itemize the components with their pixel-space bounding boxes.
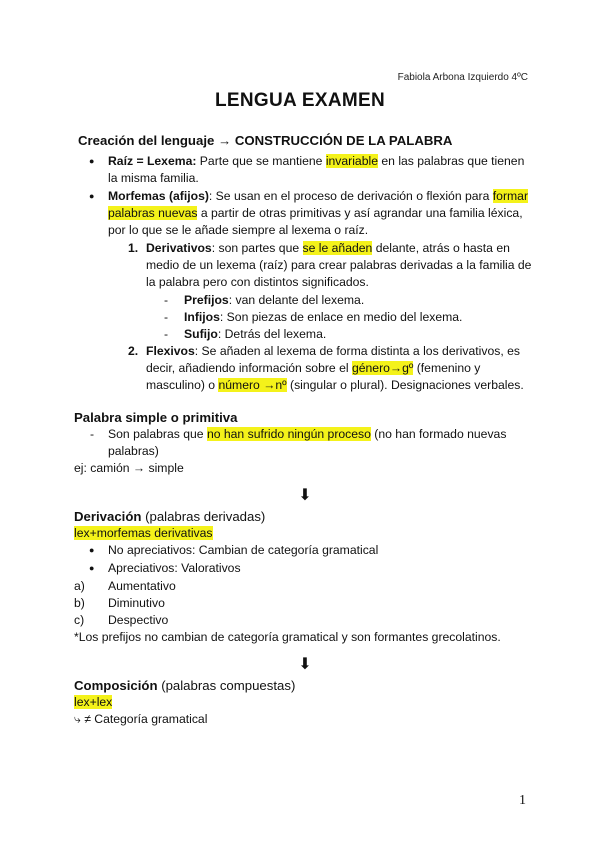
bullet-list-derivacion [74, 542, 536, 577]
highlight-invariable: invariable [325, 154, 378, 168]
formula-derivacion: lex+morfemas derivativas [74, 526, 213, 540]
sub-item-sufijo: - Sufijo: Detrás del lexema. [74, 326, 536, 343]
down-arrow-icon: ⬇ [298, 656, 312, 673]
sub-item-prefijos: - Prefijos: van delante del lexema. [74, 292, 536, 309]
list-item-palabra-simple: - Son palabras que no han sufrido ningún proceso (no han formado nuevas palabras) [74, 426, 536, 460]
highlight-no-han-sufrido: no han sufrido ningún proceso [206, 427, 371, 441]
page-title: LENGUA EXAMEN [215, 90, 385, 111]
list-item-raiz: ● Raíz = Lexema: Parte que se mantiene invariable en las palabras que tienen la misma familia. [74, 153, 536, 187]
sub-item-infijos: - Infijos: Son piezas de enlace en medio del lexema. [74, 309, 536, 326]
highlight-se-le-anaden: se le añaden [302, 241, 373, 255]
section-heading-palabra-simple: Palabra simple o primitiva [74, 410, 238, 425]
term-flexivos: Flexivos [146, 344, 195, 358]
list-item-diminutivo: b) Diminutivo [74, 596, 165, 610]
list-item-no-apreciativos: ● No apreciativos: Cambian de categoría gramatical [74, 542, 536, 559]
highlight-numero: número →nº [218, 378, 287, 392]
page-number: 1 [519, 793, 526, 808]
section-heading-derivacion: Derivación (palabras derivadas) [74, 509, 266, 524]
section-heading-composicion: Composición (palabras compuestas) [74, 678, 296, 693]
list-item-apreciativos: ● Apreciativos: Valorativos [74, 560, 536, 577]
section-heading-construccion: Creación del lenguaje → CONSTRUCCIÓN DE LA PALABRA [78, 133, 453, 148]
document-content [74, 132, 536, 728]
note-prefijos: *Los prefijos no cambian de categoría gramatical y son formantes grecolatinos. [74, 630, 501, 644]
list-item-aumentativo: a) Aumentativo [74, 579, 176, 593]
term-derivativos: Derivativos [146, 241, 212, 255]
term-raiz: Raíz = Lexema: [108, 154, 197, 168]
term-morfemas: Morfemas (afijos) [108, 189, 209, 203]
list-item-despectivo: c) Despectivo [74, 613, 169, 627]
formula-composicion: lex+lex [74, 695, 113, 709]
list-item-morfemas: ● Morfemas (afijos): Se usan en el proceso de derivación o flexión para formar palabras nuevas a partir de otras primitivas y así agrandar una familia léxica, por lo que se le añade siempre al lexema o raíz. [74, 188, 536, 239]
numbered-item-derivativos: 1. Derivativos: son partes que se le añaden delante, atrás o hasta en medio de un lexema (raíz) para crear palabras derivadas a la familia de la palabra pero con distintos significados. [128, 241, 532, 289]
note-categoria: ⤷ ≠ Categoría gramatical [74, 712, 208, 726]
author-name: Fabiola Arbona Izquierdo 4ºC [397, 72, 528, 83]
down-arrow-icon: ⬇ [298, 487, 312, 504]
highlight-formar-palabras: formar palabras nuevas [108, 189, 529, 220]
numbered-item-flexivos: 2. Flexivos: Se añaden al lexema de forma distinta a los derivativos, es decir, añadiendo información sobre el género→gº (femenino y masculino) o número →nº (singular o plural). Designaciones verbales. [128, 344, 524, 392]
example-line: ej: camión → simple [74, 461, 184, 475]
bullet-list-construccion [74, 153, 536, 239]
highlight-genero: género→gº [351, 361, 414, 375]
